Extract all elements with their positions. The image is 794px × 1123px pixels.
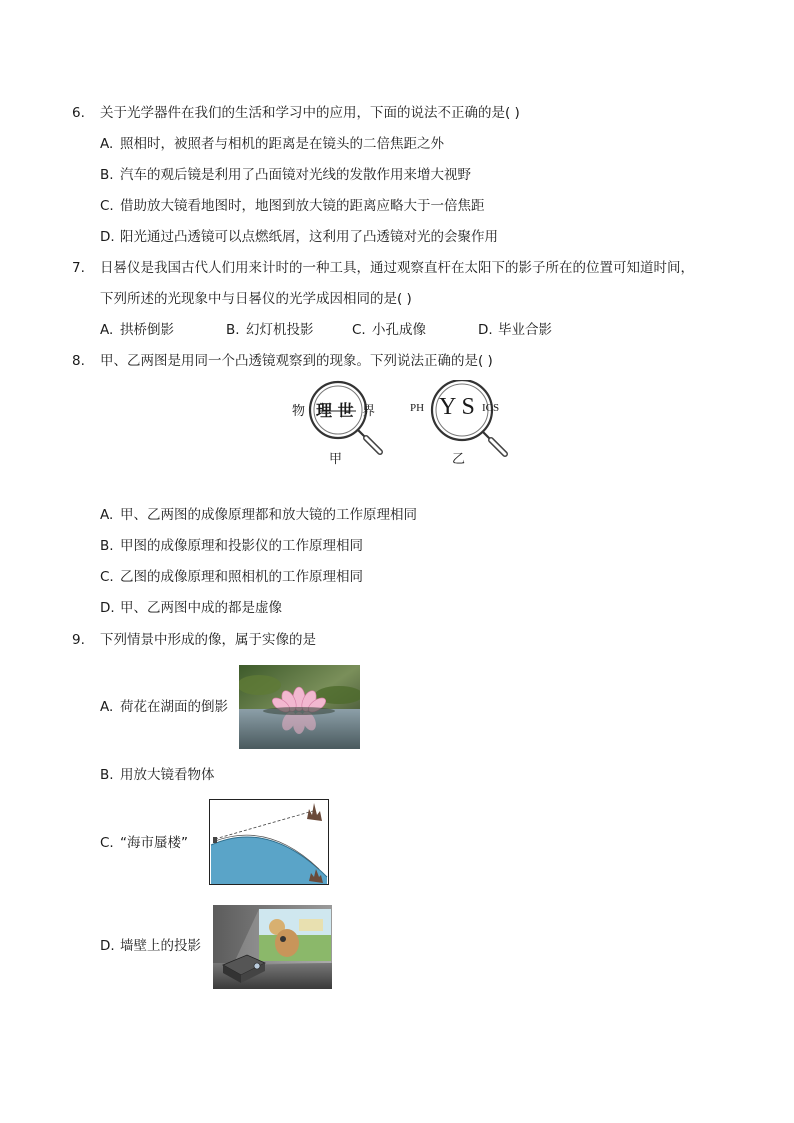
question-number: 8. [72, 353, 85, 369]
question-stem: 关于光学器件在我们的生活和学习中的应用，下面的说法不正确的是( ) [100, 105, 520, 121]
lens-image-text-yi: Y S [439, 394, 475, 420]
option-letter: C. [352, 322, 366, 338]
option-text: “海市蜃楼” [120, 835, 188, 851]
option-letter: B. [100, 167, 114, 183]
figure-text-ics: ICS [482, 402, 500, 414]
option-d[interactable] [100, 936, 201, 956]
option-text: 乙图的成像原理和照相机的工作原理相同 [120, 569, 363, 585]
question-stem: 甲、乙两图是用同一个凸透镜观察到的现象。下列说法正确的是( ) [100, 353, 493, 369]
option-d[interactable] [100, 227, 498, 247]
option-text: 毕业合影 [498, 322, 552, 338]
option-letter: B. [100, 767, 114, 783]
option-letter: A. [100, 136, 114, 152]
option-text: 幻灯机投影 [246, 322, 314, 338]
figure-text-wu: 物 [292, 404, 306, 419]
option-letter: D. [100, 600, 115, 616]
option-text: 用放大镜看物体 [120, 767, 215, 783]
option-d[interactable] [100, 598, 282, 618]
question-number: 6. [72, 105, 85, 121]
question-number: 9. [72, 632, 85, 648]
option-letter: D. [100, 229, 115, 245]
caption-yi: 乙 [452, 452, 466, 467]
option-letter: A. [100, 322, 114, 338]
option-text: 照相时，被照者与相机的距离是在镜头的二倍焦距之外 [120, 136, 444, 152]
lens-image-text-jia: 理 世 [316, 401, 354, 420]
figure-text-jie: 界 [362, 404, 376, 419]
option-b[interactable] [226, 320, 314, 340]
magnifier-figure [290, 380, 520, 470]
option-text: 借助放大镜看地图时，地图到放大镜的距离应略大于一倍焦距 [120, 198, 485, 214]
option-text: 甲图的成像原理和投影仪的工作原理相同 [120, 538, 363, 554]
figure-text-ph: PH [410, 402, 425, 414]
option-letter: D. [478, 322, 493, 338]
option-letter: C. [100, 198, 114, 214]
option-b[interactable] [100, 765, 215, 785]
lotus-reflection-photo [239, 665, 360, 749]
option-b[interactable] [100, 536, 363, 556]
option-text: 汽车的观后镜是利用了凸面镜对光线的发散作用来增大视野 [120, 167, 471, 183]
magnifier-diagram [290, 380, 520, 470]
option-c[interactable] [352, 320, 426, 340]
option-letter: C. [100, 569, 114, 585]
option-c[interactable] [100, 833, 188, 853]
question-stem: 日晷仪是我国古代人们用来计时的一种工具，通过观察直杆在太阳下的影子所在的位置可知道时间， [100, 260, 694, 276]
option-letter: D. [100, 938, 115, 954]
option-text: 拱桥倒影 [120, 322, 174, 338]
option-letter: B. [226, 322, 240, 338]
option-text: 荷花在湖面的倒影 [120, 699, 228, 715]
option-text: 甲、乙两图的成像原理都和放大镜的工作原理相同 [120, 507, 417, 523]
option-letter: B. [100, 538, 114, 554]
option-a[interactable] [100, 320, 174, 340]
option-a[interactable] [100, 134, 444, 154]
mirage-diagram [209, 799, 329, 885]
caption-jia: 甲 [329, 452, 343, 467]
option-a[interactable] [100, 505, 417, 525]
option-letter: A. [100, 699, 114, 715]
projector-photo [213, 905, 332, 989]
option-text: 墙壁上的投影 [120, 938, 201, 954]
question-stem: 下列情景中形成的像，属于实像的是 [100, 632, 316, 648]
option-d[interactable] [478, 320, 552, 340]
option-c[interactable] [100, 567, 363, 587]
option-a[interactable] [100, 697, 228, 717]
question-number: 7. [72, 260, 85, 276]
option-letter: A. [100, 507, 114, 523]
question-stem-continued: 下列所述的光现象中与日晷仪的光学成因相同的是( ) [100, 291, 412, 307]
option-text: 阳光通过凸透镜可以点燃纸屑，这利用了凸透镜对光的会聚作用 [120, 229, 498, 245]
option-text: 小孔成像 [372, 322, 426, 338]
option-c[interactable] [100, 196, 485, 216]
option-b[interactable] [100, 165, 471, 185]
option-text: 甲、乙两图中成的都是虚像 [120, 600, 282, 616]
option-letter: C. [100, 835, 114, 851]
